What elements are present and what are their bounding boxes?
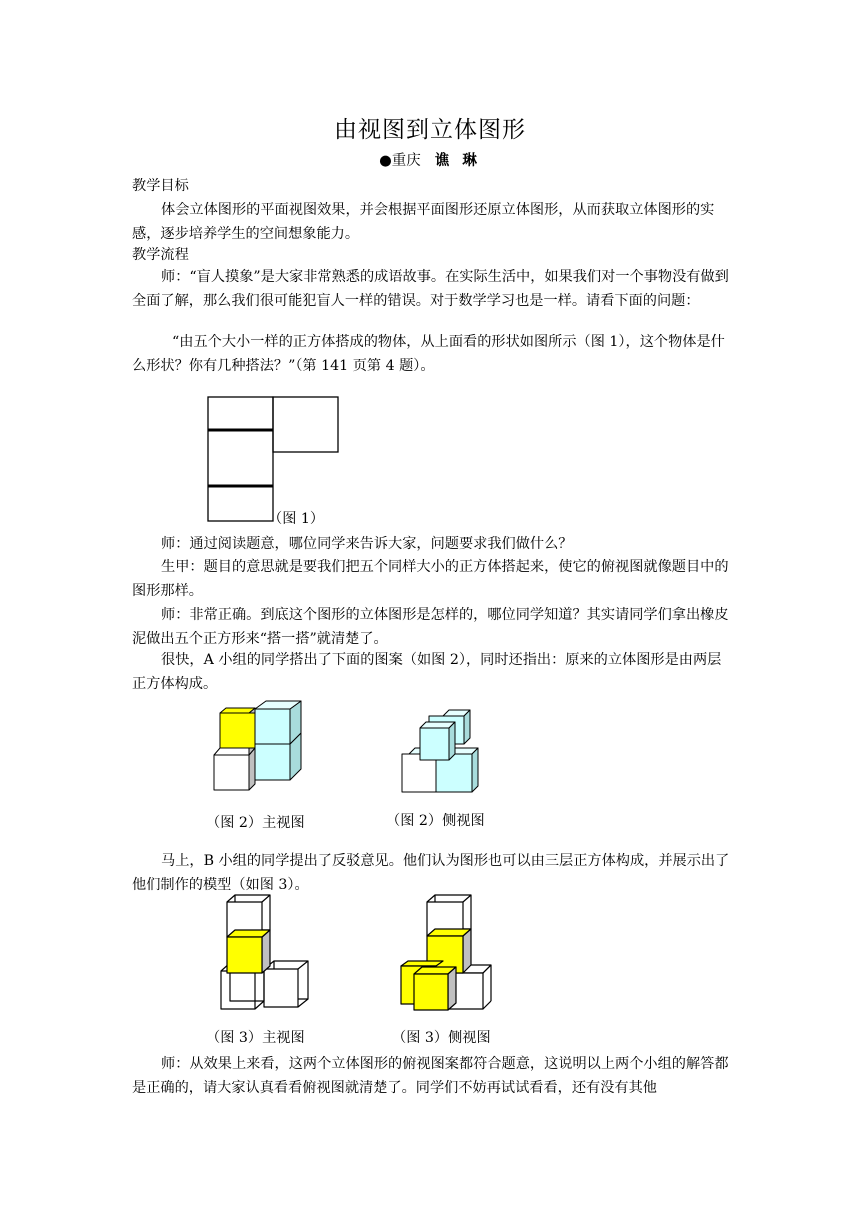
goal-text: 体会立体图形的平面视图效果，并会根据平面图形还原立体图形，从而获取立体图形的实感，逐步培养学生的空间想象能力。 xyxy=(132,202,715,242)
paragraph-5: 师：非常正确。到底这个图形的立体图形是怎样的，哪位同学知道？其实请同学们拿出橡皮泥做出五个正方形来“搭一搭”就清楚了。 xyxy=(132,607,729,647)
paragraph-1: 师：“盲人摸象”是大家非常熟悉的成语故事。在实际生活中，如果我们对一个事物没有做到全面了解，那么我们很可能犯盲人一样的错误。对于数学学习也是一样。请看下面的问题： xyxy=(132,269,729,309)
figure-2-side-view xyxy=(400,708,490,798)
figure-3-front-caption: （图 3）主视图 xyxy=(206,1030,305,1046)
paragraph-8: 师：从效果上来看，这两个立体图形的俯视图案都符合题意，这说明以上两个小组的解答都是正确的，请大家认真看看俯视图就清楚了。同学们不妨再试试看看，还有没有其他 xyxy=(132,1056,729,1096)
flow-heading: 教学流程 xyxy=(132,247,189,263)
figure-1-top-view xyxy=(206,396,341,524)
figure-1-caption: （图 1） xyxy=(268,511,325,527)
figure-2-front-caption: （图 2）主视图 xyxy=(206,815,305,831)
paragraph-6: 很快，A 小组的同学搭出了下面的图案（如图 2），同时还指出：原来的立体图形是由两层正方体构成。 xyxy=(132,652,722,692)
page-title: 由视图到立体图形 xyxy=(334,117,526,143)
paragraph-7: 马上，B 小组的同学提出了反驳意见。他们认为图形也可以由三层正方体构成，并展示出了他们制作的模型（如图 3）。 xyxy=(132,853,730,893)
author-line xyxy=(0,149,860,170)
figure-3-front-view xyxy=(218,893,313,1011)
figure-3-side-caption: （图 3）侧视图 xyxy=(392,1030,491,1046)
author-place: ●重庆 xyxy=(379,153,421,169)
figure-3-side-view xyxy=(398,893,494,1011)
paragraph-4: 生甲：题目的意思就是要我们把五个同样大小的正方体搭起来，使它的俯视图就像题目中的图形那样。 xyxy=(132,559,729,599)
figure-2-side-caption: （图 2）侧视图 xyxy=(386,813,485,829)
paragraph-3: 师：通过阅读题意，哪位同学来告诉大家，问题要求我们做什么？ xyxy=(161,536,573,552)
author-name: 谯 琳 xyxy=(434,152,481,169)
figure-2-front-view xyxy=(210,700,310,800)
paragraph-2: “由五个大小一样的正方体搭成的物体，从上面看的形状如图所示（图 1），这个物体是什么形状？你有几种搭法？”（第 141 页第 4 题）。 xyxy=(132,334,725,374)
goal-heading: 教学目标 xyxy=(132,178,189,194)
